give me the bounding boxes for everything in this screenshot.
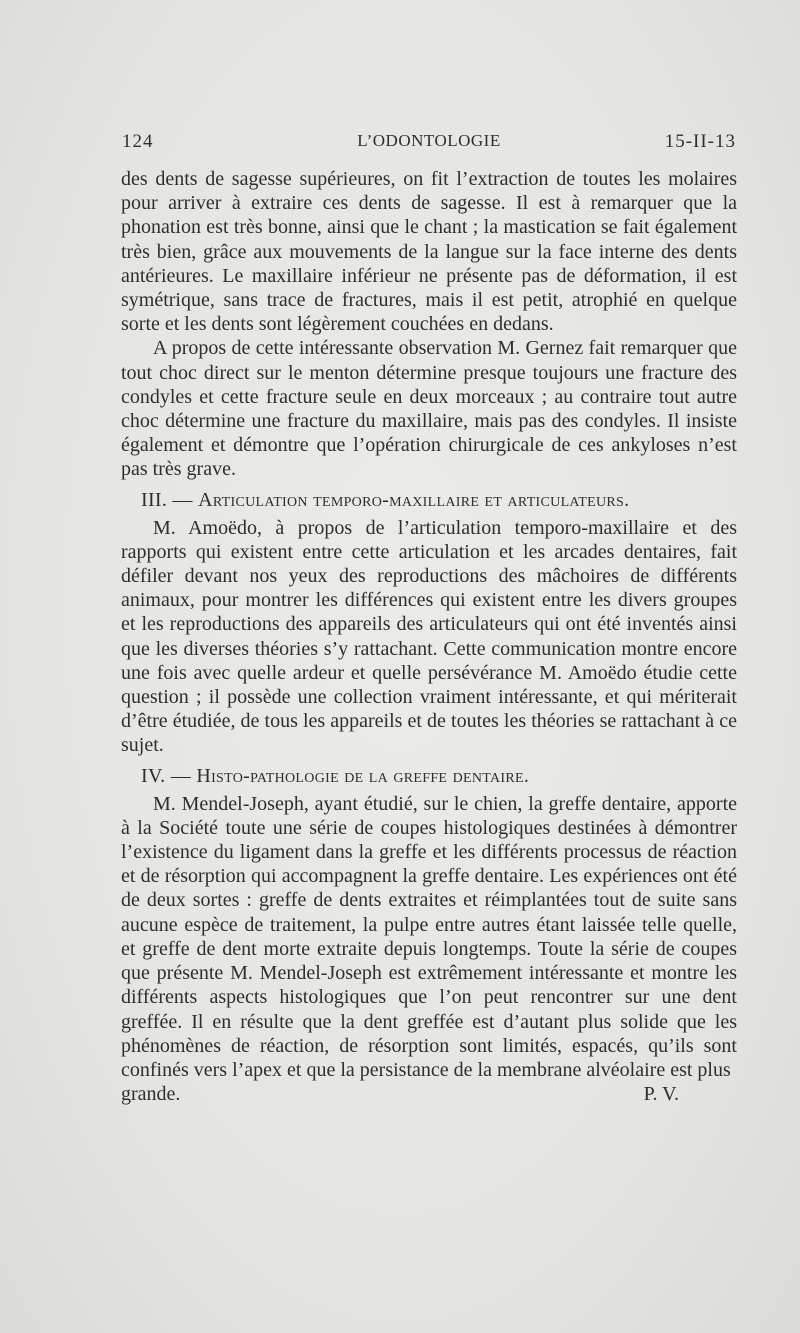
paragraph-mendel-joseph: M. Mendel-Joseph, ayant étudié, sur le chien, la greffe dentaire, apporte à la Société toute une série de coupes histologiques destinées à démontrer l’existence du ligament dans la greffe et les différents processus de réaction et de résorption qui accompagnent la greffe dentaire. Les expériences ont été de deux sortes : greffe de dents extraites et réimplantées tout de suite sans aucune espèce de traitement, la pulpe entre autres étant laissée telle quelle, et greffe de dent morte extraite depuis longtemps. Toute la série de coupes que présente M. Mendel-Joseph est extrêmement intéressante et montre les différents aspects histologiques que l’on peut rencontrer sur une dent greffée. Il en résulte que la dent greffée est d’autant plus solide que les phénomènes de réaction, de résorption sont limités, espacés, qu’ils sont confinés vers l’apex et que la persistance de la membrane alvéolaire est plus — [121, 792, 737, 1081]
section-title: Articulation temporo-maxillaire et articulateurs. — [198, 488, 630, 511]
paragraph-amoedo: M. Amoëdo, à propos de l’articulation temporo-maxillaire et des rapports qui existent entre cette articulation et les arcades dentaires, fait défiler devant nos yeux des reproductions des mâchoires de différents animaux, pour montrer les différences qui existent entre les divers groupes et les reproductions des appareils des articulateurs qui ont été inventés ainsi que les diverses théories s’y rattachant. Cette communication montre encore une fois avec quelle ardeur et quelle persévérance M. Amoëdo étudie cette question ; il possède une collection vraiment intéressante, et qui mériterait d’être étudiée, de tous les appareils et de toutes les théories se rattachant à ce sujet. — [121, 516, 737, 757]
page-number: 124 — [122, 131, 154, 152]
paragraph-gernez: A propos de cette intéressante observation M. Gernez fait remarquer que tout choc direct sur le menton détermine presque toujours une fracture des condyles et cette fracture seule en deux morceaux ; au contraire tout autre choc détermine une fracture du maxillaire, mais pas des condyles. Il insiste également et démontre que l’opération chirurgicale de ces ankyloses n’est pas très grave. — [121, 337, 737, 481]
paragraph-end: grande. — [121, 1083, 181, 1106]
section-number: IV. — — [141, 764, 192, 787]
running-header — [122, 131, 736, 157]
section-number: III. — — [141, 488, 193, 511]
paragraph-continuation: des dents de sagesse supérieures, on fit l’extraction de toutes les molaires pour arriver à extraire ces dents de sagesse. Il est à remarquer que la phonation est très bonne, ainsi que le chant ; la mastication se fait également très bien, grâce aux mouvements de la langue sur la face interne des dents antérieures. Le maxillaire inférieur ne présente pas de déformation, il est symétrique, sans trace de fractures, mais il est petit, atrophié en quelque sorte et les dents sont légèrement couchées en dedans. — [121, 168, 737, 336]
closing-line — [121, 1082, 737, 1106]
issue-date: 15-II-13 — [664, 131, 736, 152]
journal-title: L’ODONTOLOGIE — [357, 131, 501, 150]
author-signature: P. V. — [643, 1083, 679, 1106]
section-title: Histo-pathologie de la greffe dentaire. — [196, 764, 530, 787]
section-heading-iii — [121, 488, 737, 512]
article-body — [121, 167, 737, 1106]
section-heading-iv — [121, 764, 737, 788]
